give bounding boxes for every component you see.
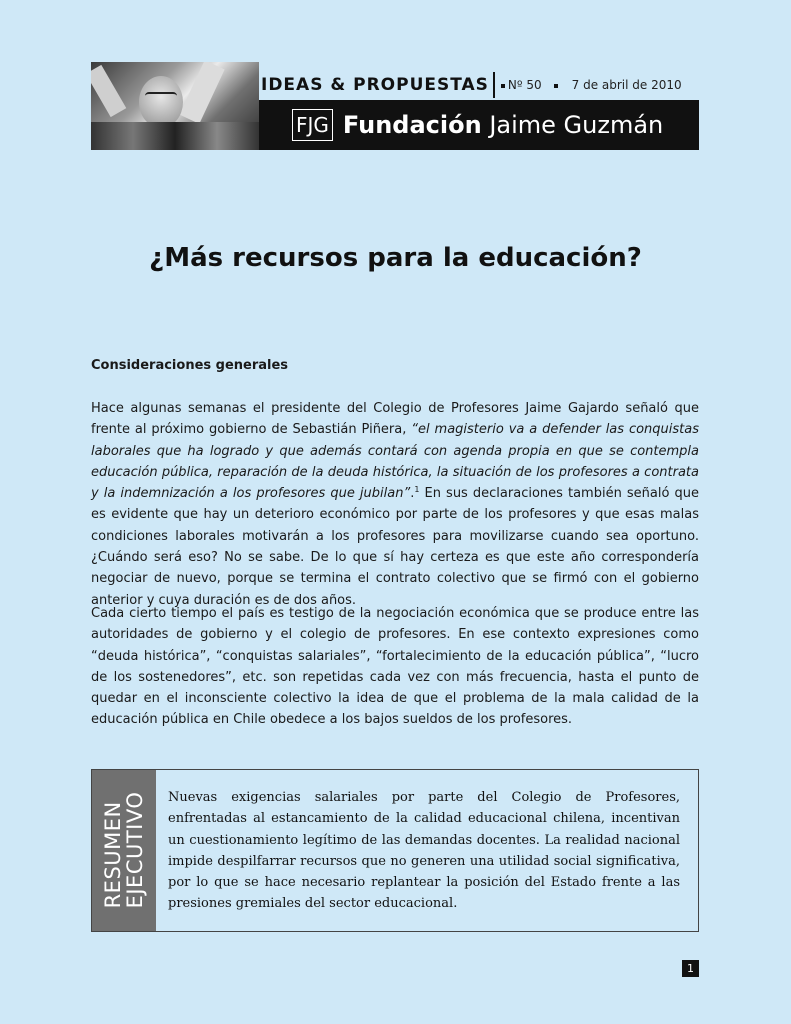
bullet-icon [501, 84, 505, 88]
publication-header [91, 62, 699, 150]
foundation-name: Fundación Jaime Guzmán [342, 111, 664, 139]
separator-bar [493, 72, 495, 98]
summary-label: RESUMEN EJECUTIVO [92, 770, 156, 931]
quote: “el magisterio va a defender las conquistas laborales que ha logrado y que además contará con agenda propia en que se contempla educación pública, reparación de la deuda histórica, la situación de los profesores a contrata y la indemnización a los profesores que jubilan” [91, 422, 699, 502]
foundation-bar [259, 100, 699, 150]
executive-summary-box [91, 769, 699, 932]
header-photo [91, 62, 259, 150]
series-title: IDEAS & PROPUESTAS [261, 75, 489, 95]
section-heading: Consideraciones generales [91, 358, 289, 373]
summary-text: Nuevas exigencias salariales por parte del Colegio de Profesores, enfrentadas al estancamiento de la calidad educacional chilena, incentivan un cuestionamiento legítimo de las demandas docentes. La realidad nacional impide despilfarrar recursos que no generen una utilidad social significativa, por lo que se hace necesario replantear la posición del Estado frente a las presiones gremiales del sector educacional. [168, 790, 680, 912]
bullet-icon [554, 84, 558, 88]
paragraph-2: Cada cierto tiempo el país es testigo de la negociación económica que se produce entre las autoridades de gobierno y el colegio de profesores. En ese contexto expresiones como “deuda histórica”, “conquistas salariales”, “fortalecimiento de la educación pública”, “lucro de los sostenedores”, etc. son repetidas cada vez con más frecuencia, hasta el punto de quedar en el inconsciente colectivo la idea de que el problema de la mala calidad de la educación pública en Chile obedece a los bajos sueldos de los profesores. [91, 606, 699, 728]
issue-number: Nº 50 [507, 78, 542, 92]
foundation-logo: FJG [292, 109, 333, 141]
issue-date: 7 de abril de 2010 [571, 78, 682, 92]
series-line [261, 72, 699, 98]
footnote-reference[interactable]: 1 [414, 485, 420, 495]
page-number: 1 [682, 960, 699, 977]
paragraph-1: Hace algunas semanas el presidente del Colegio de Profesores Jaime Gajardo señaló que frente al próximo gobierno de Sebastián Piñera, “el magisterio va a defender las conquistas laborales que ha logrado y que además contará con agenda propia en que se contempla educación pública, reparación de la deuda histórica, la situación de los profesores a contrata y la indemnización a los profesores que jubilan”.$^1$ En sus declaraciones también señaló que es evidente que hay un deterioro económico por parte de los profesores y que esas malas condiciones laborales motivarán a los profesores para movilizarse cuando sea oportuno. ¿Cuándo será eso? No se sabe. De lo que sí hay certeza es que este año correspondería negociar de nuevo, porque se termina el contrato colectivo que se firmó con el gobierno anterior y cuya duración es de dos años. [91, 401, 699, 608]
document-title: ¿Más recursos para la educación? [149, 243, 642, 273]
